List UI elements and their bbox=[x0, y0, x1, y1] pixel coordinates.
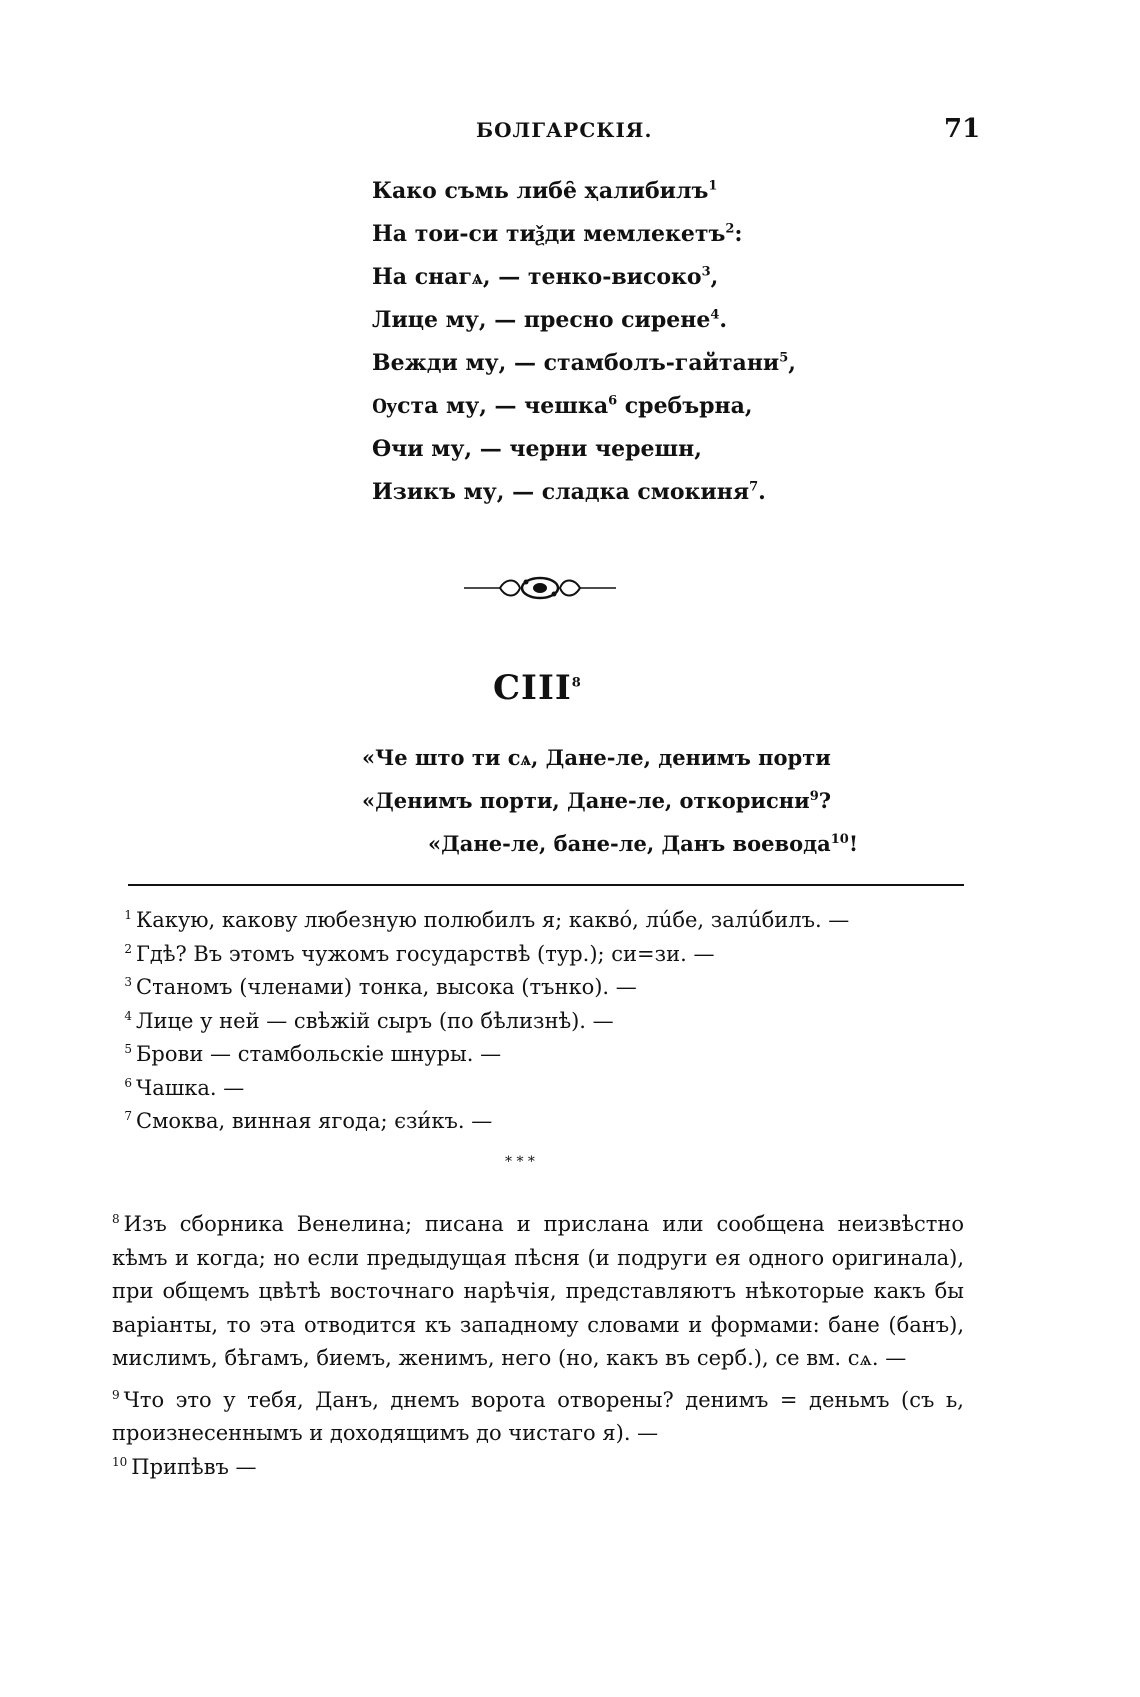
note: $^{10}$ Припѣвъ — bbox=[112, 1454, 257, 1479]
poem-line: Ѳчи му, — черни черешн, bbox=[372, 436, 702, 462]
footnote: 3 Станомъ (членами) тонка, высока (тънко). — bbox=[124, 975, 637, 999]
verse-line: «Денимъ порти, Дане-ле, откорисни$^9$? bbox=[362, 788, 832, 813]
footnote: 5 Брови — стамбольскіе шнуры. — bbox=[124, 1042, 502, 1066]
notes bbox=[112, 1208, 964, 1484]
poem-line: Вежди му, — стамболъ-гайтани$^5$, bbox=[372, 350, 796, 376]
verse-line: «Че што ти сѧ, Дане-ле, денимъ порти bbox=[362, 745, 831, 770]
poem-line: На снагѧ, — тенко-високо$^3$, bbox=[372, 264, 719, 290]
note: $^8$ Изъ сборника Венелина; писана и прислана или сообщена неизвѣстно кѣмъ и когда; но если предыдущая пѣсня (и подруги ея одного оригинала), при общемъ цвѣтѣ восточнаго нарѣчія, представляютъ нѣкоторые какъ бы варіанты, то эта отводится къ западному словами и формами: бане (банъ), мислимъ, бѣгамъ, биемъ, женимъ, него (но, какъ въ серб.), се вм. сѧ. — bbox=[112, 1212, 964, 1370]
ornament-divider-icon bbox=[460, 570, 620, 606]
page-number: 71 bbox=[944, 114, 981, 144]
footnote: 4 Лице у ней — свѣжій сыръ (по бѣлизнѣ). — bbox=[124, 1008, 614, 1033]
verse-line: «Дане-ле, бане-ле, Данъ воевода$^{10}$! bbox=[428, 831, 859, 856]
note: $^9$ Что это у тебя, Данъ, днемъ ворота отворены? денимъ = деньмъ (съ ь, произнесеннымъ и доходящимъ до чистаго я). — bbox=[112, 1387, 964, 1445]
footnote: 6 Чашка. — bbox=[124, 1075, 245, 1100]
poem-line: Ѹста му, — чешка$^6$ сребърна, bbox=[372, 393, 753, 419]
footnotes bbox=[116, 904, 966, 1139]
footnote: 1 Какую, какову любезную полюбилъ я; каквó, лúбе, залúбилъ. — bbox=[124, 908, 850, 932]
poem-line: Изикъ му, — сладка смокиня$^7$. bbox=[372, 479, 766, 505]
footnote-rule bbox=[128, 884, 964, 886]
footnote: 7 Смоква, винная ягода; єзи́къ. — bbox=[124, 1109, 493, 1133]
poem-line: Како съмь либе̑ ҳалибилъ$^1$ bbox=[372, 178, 718, 204]
poem bbox=[372, 170, 796, 514]
asterism: * * * bbox=[505, 1154, 535, 1170]
footnote: 2 Гдѣ? Въ этомъ чужомъ государствѣ (тур.); си=зи. — bbox=[124, 941, 715, 966]
section-title: CIII$^8$ bbox=[493, 668, 582, 708]
poem-line: На тои-си тиѯди мемлекетъ$^2$: bbox=[372, 221, 743, 247]
running-title: БОЛГАРСКІЯ. bbox=[476, 118, 653, 142]
poem-line: Лице му, — пресно сирене$^4$. bbox=[372, 307, 728, 333]
